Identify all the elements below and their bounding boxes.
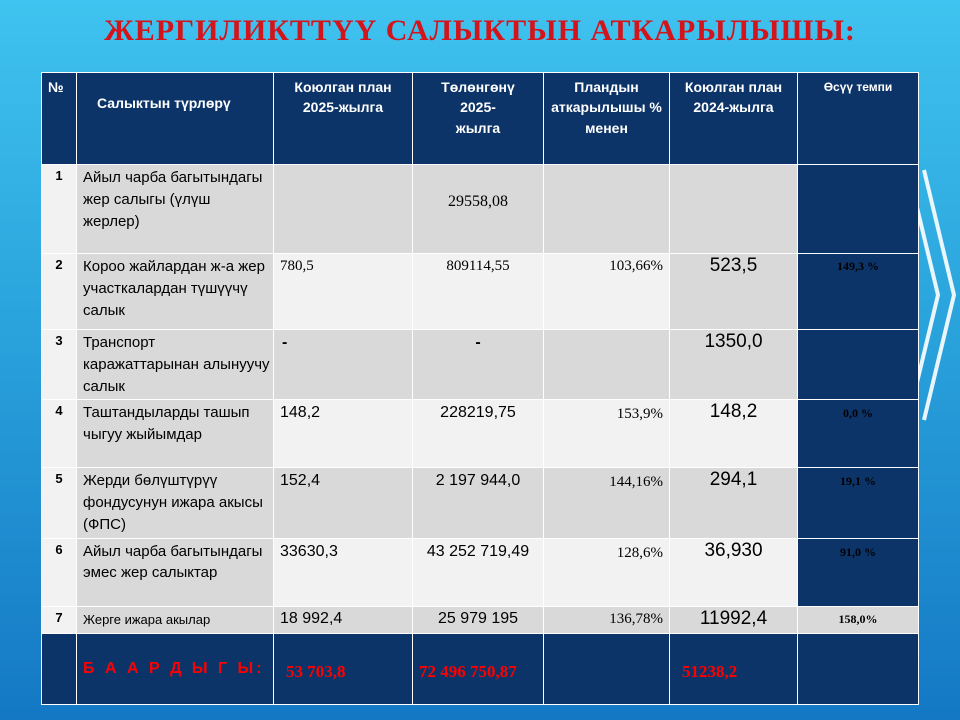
- row-plan-2025: 780,5: [274, 254, 413, 330]
- row-number: 1: [42, 165, 77, 254]
- row-tax-name: Короо жайлардан ж-а жер участкалардан түшүүчү салык: [77, 254, 274, 330]
- row-growth: 149,3 %: [798, 254, 919, 330]
- row-growth: 91,0 %: [798, 538, 919, 606]
- header-paid-2025: Төлөнгөнү 2025- жылга: [413, 73, 544, 165]
- row-paid-2025: 2 197 944,0: [413, 468, 544, 538]
- row-plan-percent: 128,6%: [544, 538, 670, 606]
- row-tax-name: Жерди бөлүштүрүү фондусунун ижара акысы (ФПС): [77, 468, 274, 538]
- row-growth: [798, 330, 919, 400]
- row-number: 3: [42, 330, 77, 400]
- row-plan-percent: 153,9%: [544, 400, 670, 468]
- row-plan-2024: 11992,4: [670, 606, 798, 633]
- total-plan-percent: [544, 633, 670, 705]
- row-growth: 0,0 %: [798, 400, 919, 468]
- table-row: [42, 330, 919, 400]
- row-growth: 158,0%: [798, 606, 919, 633]
- row-plan-percent: 103,66%: [544, 254, 670, 330]
- row-plan-2024: [670, 165, 798, 254]
- row-plan-2025: [274, 165, 413, 254]
- tax-table: [41, 72, 919, 705]
- row-number: 4: [42, 400, 77, 468]
- table-row: [42, 400, 919, 468]
- row-tax-name: Айыл чарба багытындагы эмес жер салыктар: [77, 538, 274, 606]
- header-plan-2025: Коюлган план 2025-жылга: [274, 73, 413, 165]
- row-plan-2024: 1350,0: [670, 330, 798, 400]
- row-paid-2025: 29558,08: [413, 165, 544, 254]
- header-number: №: [42, 73, 77, 165]
- row-plan-2024: 294,1: [670, 468, 798, 538]
- table-row: [42, 165, 919, 254]
- total-growth: [798, 633, 919, 705]
- row-plan-percent: 136,78%: [544, 606, 670, 633]
- row-number: 6: [42, 538, 77, 606]
- row-number: 7: [42, 606, 77, 633]
- row-plan-2024: 523,5: [670, 254, 798, 330]
- page-title: ЖЕРГИЛИКТТҮҮ САЛЫКТЫН АТКАРЫЛЫШЫ:: [104, 14, 856, 47]
- row-tax-name: Транспорт каражаттарынан алынуучу салык: [77, 330, 274, 400]
- row-growth: 19,1 %: [798, 468, 919, 538]
- row-plan-2025: -: [274, 330, 413, 400]
- row-number: 2: [42, 254, 77, 330]
- table-header-row: [42, 73, 919, 165]
- row-paid-2025: -: [413, 330, 544, 400]
- row-plan-2024: 36,930: [670, 538, 798, 606]
- header-tax-type: Салыктын түрлөрү: [77, 73, 274, 165]
- row-paid-2025: 809114,55: [413, 254, 544, 330]
- header-growth: Өсүү темпи: [798, 73, 919, 165]
- header-plan-2024: Коюлган план 2024-жылга: [670, 73, 798, 165]
- header-plan-percent: Пландын аткарылышы % менен: [544, 73, 670, 165]
- table-row: [42, 538, 919, 606]
- row-tax-name: Жерге ижара акылар: [77, 606, 274, 633]
- row-paid-2025: 228219,75: [413, 400, 544, 468]
- total-label: Б А А Р Д Ы Г Ы:: [77, 633, 274, 705]
- row-paid-2025: 25 979 195: [413, 606, 544, 633]
- row-plan-2024: 148,2: [670, 400, 798, 468]
- row-plan-percent: 144,16%: [544, 468, 670, 538]
- row-plan-2025: 152,4: [274, 468, 413, 538]
- table-row: [42, 606, 919, 633]
- table-row: [42, 468, 919, 538]
- total-row: [42, 633, 919, 705]
- row-paid-2025: 43 252 719,49: [413, 538, 544, 606]
- row-tax-name: Таштандыларды ташып чыгуу жыйымдар: [77, 400, 274, 468]
- table-row: [42, 254, 919, 330]
- row-plan-2025: 33630,3: [274, 538, 413, 606]
- row-tax-name: Айыл чарба багытындагы жер салыгы (үлүш жерлер): [77, 165, 274, 254]
- row-plan-2025: 148,2: [274, 400, 413, 468]
- total-plan-2025: 53 703,8: [274, 633, 413, 705]
- row-plan-percent: [544, 165, 670, 254]
- row-growth: [798, 165, 919, 254]
- row-plan-2025: 18 992,4: [274, 606, 413, 633]
- total-paid-2025: 72 496 750,87: [413, 633, 544, 705]
- row-plan-percent: [544, 330, 670, 400]
- row-number: 5: [42, 468, 77, 538]
- total-plan-2024: 51238,2: [670, 633, 798, 705]
